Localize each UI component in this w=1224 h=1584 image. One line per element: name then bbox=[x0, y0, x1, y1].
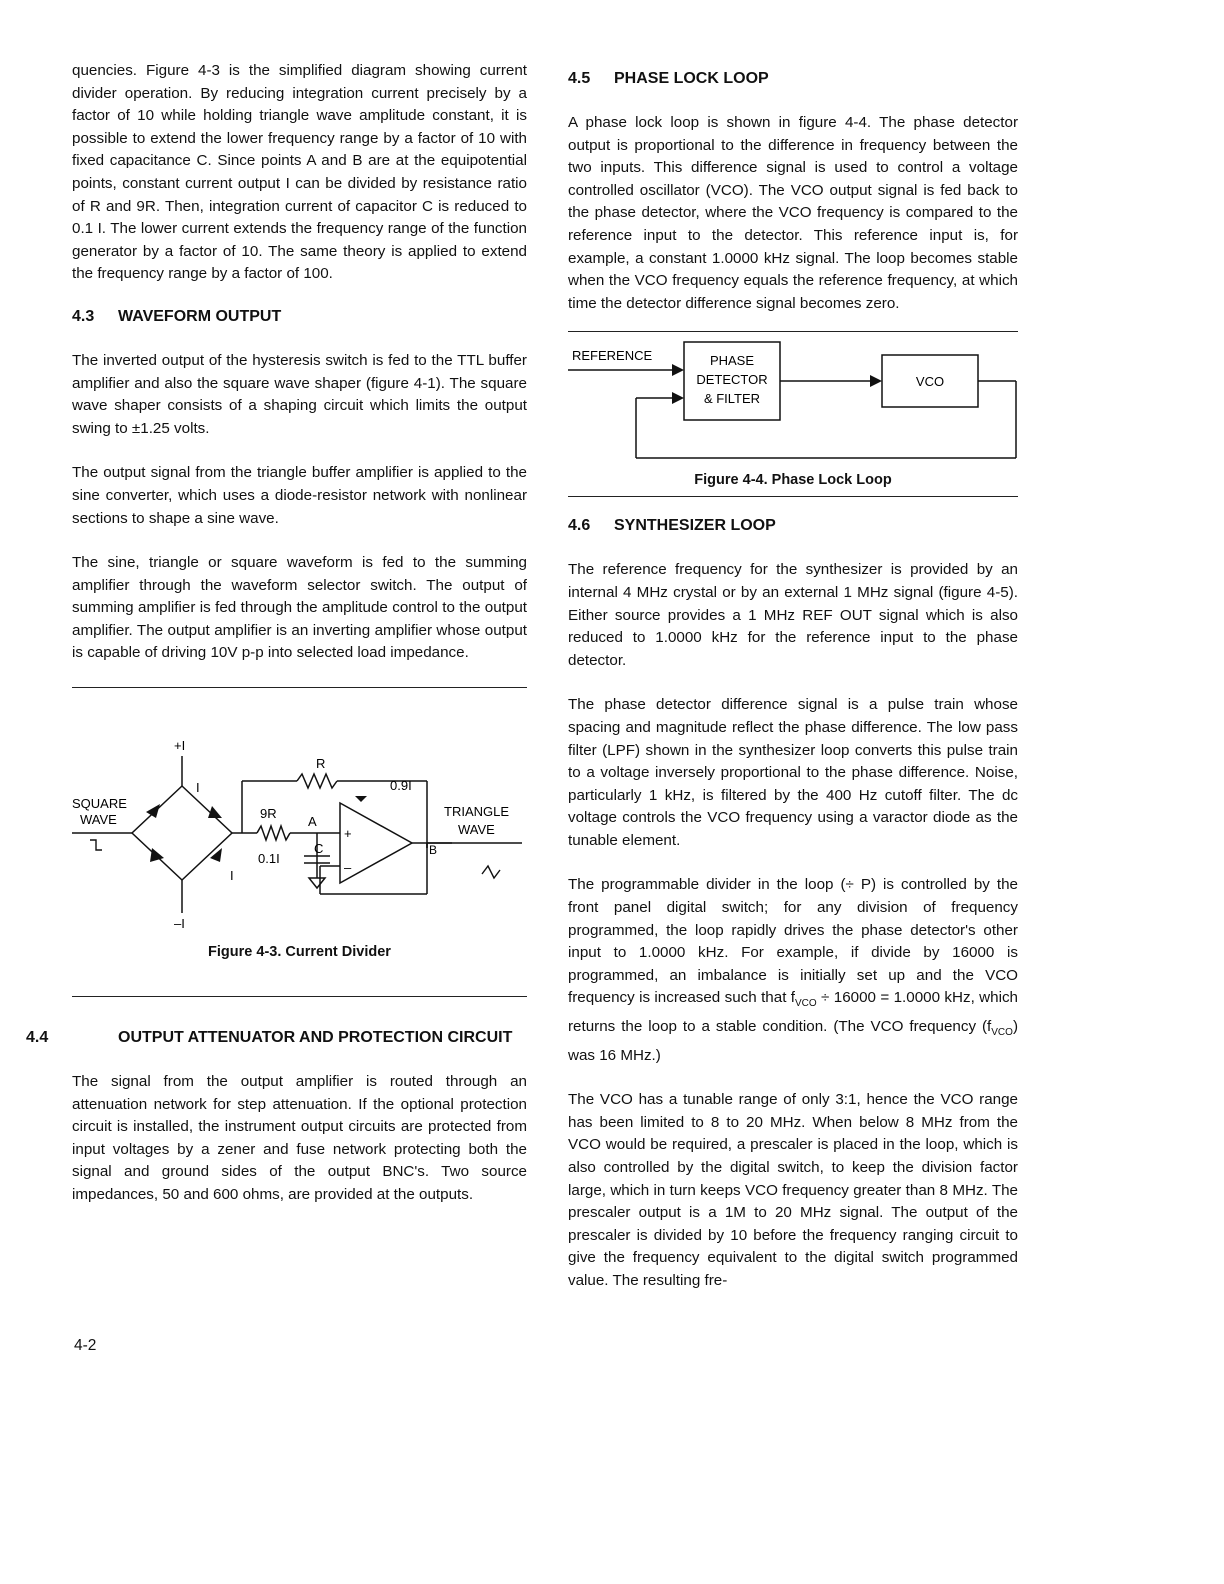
synth-paragraph-2: The phase detector difference signal is a pulse train whose spacing and magnitude reflect the phase difference. The low pass filter (LPF) shown in the synthesizer loop converts this pulse train to a voltage inversely proportional to the phase difference. Noise, particularly 1 kHz, is filtered by the 400 Hz cutoff filter. The dc voltage controls the VCO frequency using a varactor diode as the tunable element. bbox=[568, 696, 1018, 849]
filter-label: & FILTER bbox=[703, 391, 761, 407]
feedback-arrow bbox=[672, 392, 684, 404]
vco-label: VCO bbox=[915, 374, 945, 390]
wave-right-label: WAVE bbox=[458, 822, 495, 838]
section-number: 4.6 bbox=[568, 517, 591, 535]
point-a-label: A bbox=[308, 814, 317, 830]
diode-arrow-4 bbox=[210, 848, 222, 862]
phase-lock-paragraph: A phase lock loop is shown in figure 4-4. The phase detector output is proportional to the difference in frequency between the two inputs. This difference signal is used to control a voltage controlled oscillator (VCO). The VCO output signal is fed back to the phase detector, where the VCO frequency is compared to the reference input to the detector. This reference input is, for example, a constant 1.0000 kHz signal. The loop becomes stable when the VCO frequency equals the reference frequency, at which time the detector difference signal becomes zero. bbox=[568, 114, 1018, 312]
synth-paragraph-4: The VCO has a tunable range of only 3:1, hence the VCO range has been limited to 8 to 20 MHz. When below 8 MHz from the VCO would be required, a prescaler is placed in the loop, which is also controlled by the digital switch, to keep the division factor large, which in turn keeps VCO frequency greater than 8 MHz. The prescaler output is a 1M to 20 MHz signal. The output of the prescaler is divided by 10 before the frequency ranging circuit to give the frequency equivalent to the digital switch programmed value. The resulting fre- bbox=[568, 1091, 1018, 1290]
diode-arrow-1 bbox=[146, 804, 160, 818]
resistor-9r bbox=[257, 826, 290, 840]
section-4-5-heading bbox=[568, 68, 1018, 90]
page-number: 4-2 bbox=[74, 1337, 97, 1354]
section-title: PHASE LOCK LOOP bbox=[614, 70, 769, 87]
waveform-paragraph-3: The sine, triangle or square waveform is fed to the summing amplifier through the waveform selector switch. The output of summing amplifier is fed through the amplitude control to the output amplifier. The output amplifier is an inverting amplifier whose output is capable of driving 10V p-p into selected load impedance. bbox=[72, 554, 527, 662]
op-amp-plus-label: + bbox=[344, 826, 352, 842]
detector-label: DETECTOR bbox=[696, 372, 768, 388]
i01-label: 0.1I bbox=[258, 851, 280, 867]
point-b-label: B bbox=[429, 843, 438, 858]
c-label: C bbox=[314, 841, 324, 857]
section-4-4-heading bbox=[26, 1027, 527, 1049]
section-number: 4.5 bbox=[568, 70, 591, 87]
figure-4-3-bottom-rule bbox=[72, 996, 527, 997]
section-title: SYNTHESIZER LOOP bbox=[614, 517, 776, 535]
op-amp-minus-label: – bbox=[344, 860, 352, 876]
section-4-6-heading bbox=[568, 515, 1018, 537]
left-column bbox=[26, 60, 527, 1229]
waveform-paragraph-1: The inverted output of the hysteresis switch is fed to the TTL buffer amplifier and also the square wave shaper (figure 4-1). The square wave shaper consists of a shaping circuit which limits the output swing to ±1.25 volts. bbox=[72, 351, 527, 437]
section-title: OUTPUT ATTENUATOR AND PROTECTION CIRCUIT bbox=[118, 1029, 513, 1047]
triangle-label: TRIANGLE bbox=[444, 804, 510, 820]
reference-arrow bbox=[672, 364, 684, 376]
diode-bridge bbox=[132, 786, 232, 880]
ground-symbol bbox=[309, 878, 325, 888]
vco-arrow bbox=[870, 375, 882, 387]
right-column bbox=[568, 60, 1018, 1315]
square-label: SQUARE bbox=[72, 796, 127, 812]
r9-label: 9R bbox=[260, 806, 277, 822]
figure-4-3-caption: Figure 4-3. Current Divider bbox=[208, 944, 391, 961]
phase-label: PHASE bbox=[709, 353, 755, 369]
section-number: 4.4 bbox=[26, 1029, 49, 1047]
diode-arrow-3 bbox=[150, 848, 164, 862]
current-divider-diagram bbox=[72, 688, 527, 961]
figure-4-4-bottom-rule bbox=[568, 496, 1018, 497]
square-wave-symbol bbox=[90, 840, 102, 850]
minus-i-label: –I bbox=[174, 916, 185, 932]
section-title: WAVEFORM OUTPUT bbox=[118, 307, 282, 325]
i09-label: 0.9I bbox=[390, 778, 412, 794]
section-number: 4.3 bbox=[72, 307, 95, 325]
synth-paragraph-1: The reference frequency for the synthesizer is provided by an internal 4 MHz crystal or by an external 1 MHz signal (figure 4-5). Either source provides a 1 MHz REF OUT signal which is also reduced to 1.0000 kHz for the reference input to the phase detector. bbox=[568, 561, 1018, 669]
resistor-r bbox=[297, 774, 337, 788]
r-label: R bbox=[316, 756, 326, 772]
attenuator-paragraph: The signal from the output amplifier is routed through an attenuation network for step attenuation. If the optional protection circuit is installed, the instrument output circuits are protected from input voltages by a zener and fuse network protecting both the signal and ground sides of the output BNC's. Two source impedances, 50 and 600 ohms, are provided at the outputs. bbox=[72, 1073, 527, 1204]
waveform-paragraph-2: The output signal from the triangle buffer amplifier is applied to the sine converter, which uses a diode-resistor network with nonlinear sections to shape a sine wave. bbox=[72, 464, 527, 527]
diode-arrow-2 bbox=[208, 806, 222, 818]
phase-lock-loop-diagram bbox=[568, 332, 1018, 467]
plus-i-label: +I bbox=[174, 738, 186, 754]
figure-4-4 bbox=[568, 332, 1018, 492]
i-top-label: I bbox=[196, 780, 200, 796]
section-4-3-heading bbox=[72, 306, 527, 328]
intro-paragraph: quencies. Figure 4-3 is the simplified diagram showing current divider operation. By reducing integration current precisely by a factor of 10 while holding triangle wave amplitude constant, it is possible to extend the lower frequency range by a factor of 10 with fixed capacitance C. Since points A and B are at the equipotential points, constant current output I can be divided by resistance ratio of R and 9R. Then, integration current of capacitor C is reduced to 0.1 I. The lower current extends the frequency range of the function generator by a factor of 10. The same theory is applied to extend the frequency range by a factor of 100. bbox=[72, 62, 527, 283]
current-arrow bbox=[355, 796, 367, 802]
reference-label: REFERENCE bbox=[572, 348, 653, 364]
wave-left-label: WAVE bbox=[80, 812, 117, 828]
i-bottom-label: I bbox=[230, 868, 234, 884]
figure-4-3 bbox=[72, 688, 527, 961]
figure-4-4-caption: Figure 4-4. Phase Lock Loop bbox=[694, 472, 892, 489]
triangle-wave-symbol bbox=[482, 866, 500, 878]
synth-paragraph-3: The programmable divider in the loop (÷ P) is controlled by the front panel digital switch; for any division of frequency programmed, the loop rapidly drives the phase detector's other input to 1.0000 kHz. For example, if divide by 16000 is programmed, an imbalance is initially set up and the VCO frequency is increased such that $f_{VCO} \div 16000 = 1.0000$ kHz, which returns the loop to a stable condition. (The VCO frequency $(f_{VCO})$ was 16 MHz.) bbox=[568, 876, 1019, 1064]
